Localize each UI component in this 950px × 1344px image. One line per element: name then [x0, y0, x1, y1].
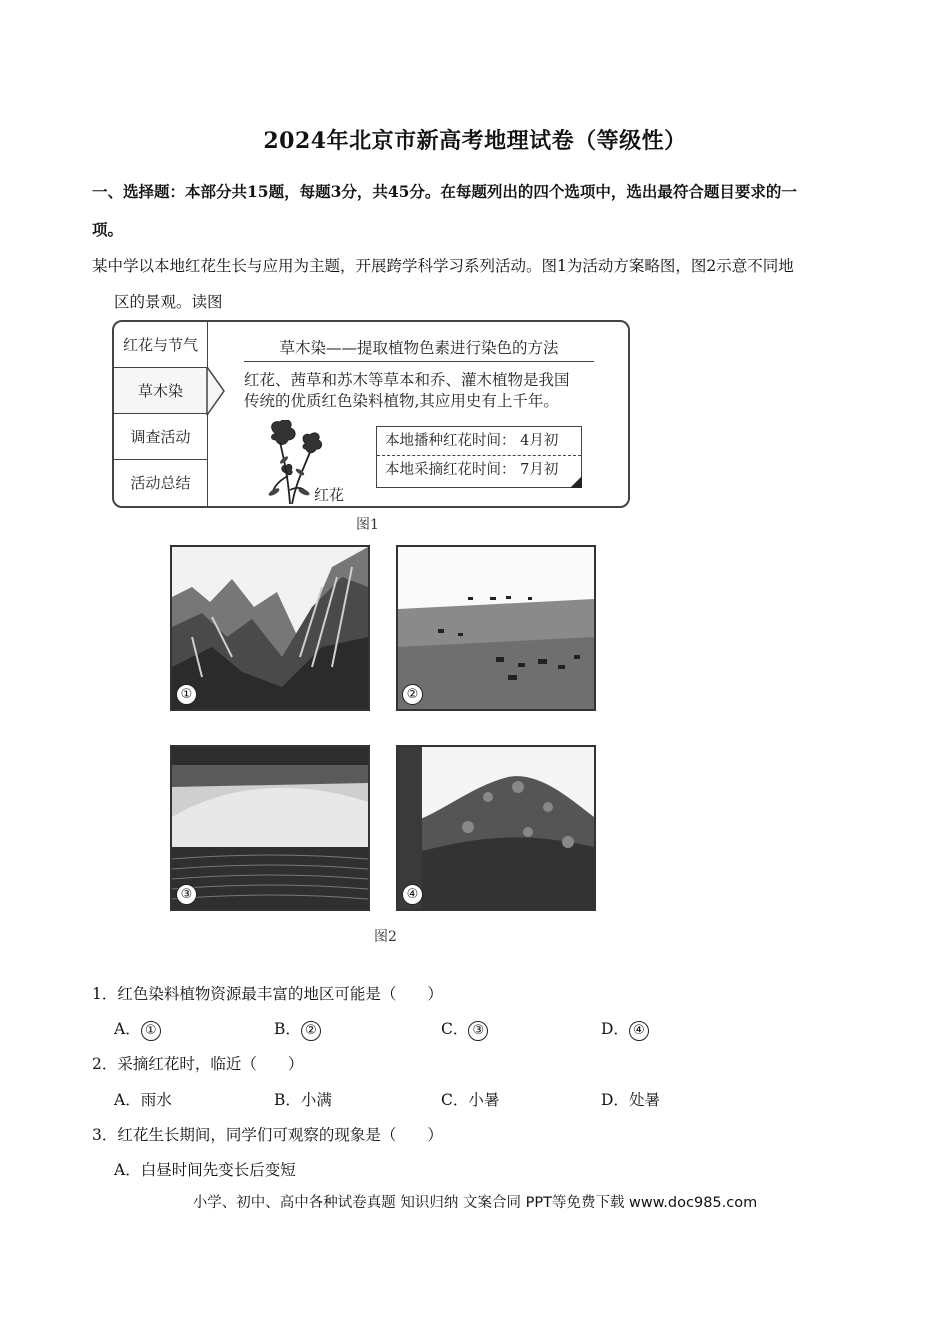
figure-1-body-line2: 传统的优质红色染料植物,其应用史有上千年。	[244, 392, 559, 410]
figure-1-body	[244, 370, 614, 412]
footer-ad: 小学、初中、高中各种试卷真题 知识归纳 文案合同 PPT等免费下载 www.doc985.com	[192, 1195, 758, 1211]
q1-option-a-letter: A．	[114, 1020, 141, 1038]
question-2-stem: 2．采摘红花时，临近（ ）	[92, 1055, 304, 1073]
q1-option-d-letter: D．	[601, 1020, 629, 1038]
q2-option-c-letter: C．	[441, 1091, 469, 1109]
figure-1-body-line1: 红花、茜草和苏木等草本和乔、灌木植物是我国	[244, 371, 570, 389]
photo-3-label: ③	[176, 884, 197, 905]
harvest-time: 本地采摘红花时间： 7月初	[385, 462, 559, 478]
photo-1-label: ①	[176, 684, 197, 705]
question-1-stem: 1．红色染料植物资源最丰富的地区可能是（ ）	[92, 985, 443, 1003]
dates-box	[376, 426, 582, 488]
q1-option-a[interactable]	[114, 1017, 161, 1041]
intro-line1: 某中学以本地红花生长与应用为主题，开展跨学科学习系列活动。图1为活动方案略图，图2示意不同地	[92, 257, 794, 275]
q3-option-a-text: 白昼时间先变长后变短	[140, 1161, 296, 1179]
q2-option-a-text: 雨水	[140, 1091, 172, 1109]
q1-option-c-text: ③	[468, 1021, 488, 1041]
tab-diaocha: 调查活动	[114, 414, 208, 460]
q3-option-a-letter: A．	[114, 1161, 141, 1179]
q2-option-d[interactable]	[601, 1088, 660, 1110]
sow-time: 本地播种红花时间： 4月初	[377, 427, 581, 456]
tab-caomuran: 草木染	[114, 368, 208, 414]
figure-2-caption: 图2	[374, 929, 397, 945]
section-instruction-line1: 一、选择题：本部分共15题，每题3分，共45分。在每题列出的四个选项中，选出最符合题目要求的一	[92, 182, 797, 201]
intro-line2: 区的景观。读图	[114, 293, 223, 311]
photo-4-forest	[396, 745, 596, 911]
q2-option-d-letter: D．	[601, 1091, 629, 1109]
q3-option-a[interactable]	[114, 1158, 296, 1180]
active-tab-arrow	[206, 367, 226, 415]
q1-option-b-text: ②	[301, 1021, 321, 1041]
q2-option-d-text: 处暑	[628, 1091, 660, 1109]
q2-option-c-text: 小暑	[468, 1091, 500, 1109]
q1-option-c[interactable]	[441, 1017, 488, 1041]
q2-option-b-letter: B．	[274, 1091, 301, 1109]
page-title: 2024年北京市新高考地理试卷（等级性）	[263, 128, 687, 154]
q1-option-b-letter: B．	[274, 1020, 301, 1038]
photo-3-desert	[170, 745, 370, 911]
q1-option-c-letter: C．	[441, 1020, 469, 1038]
q2-option-a-letter: A．	[114, 1091, 141, 1109]
tab-zongjie: 活动总结	[114, 460, 208, 506]
photo-2-grassland	[396, 545, 596, 711]
figure-1-caption: 图1	[356, 517, 379, 533]
question-3-stem: 3．红花生长期间，同学们可观察的现象是（ ）	[92, 1126, 443, 1144]
q2-option-a[interactable]	[114, 1088, 172, 1110]
q2-option-c[interactable]	[441, 1088, 499, 1110]
q1-option-d[interactable]	[601, 1017, 649, 1041]
figure-1-heading: 草木染——提取植物色素进行染色的方法	[244, 336, 594, 362]
q2-option-b[interactable]	[274, 1088, 332, 1110]
photo-1-mountains	[170, 545, 370, 711]
flower-label: 红花	[314, 486, 345, 504]
page-fold-icon	[570, 476, 582, 488]
q1-option-b[interactable]	[274, 1017, 321, 1041]
q1-option-a-text: ①	[141, 1021, 161, 1041]
q1-option-d-text: ④	[629, 1021, 649, 1041]
figure-1-activity-plan	[112, 320, 630, 508]
tab-honghua-jieqi: 红花与节气	[114, 322, 208, 368]
photo-4-label: ④	[402, 884, 423, 905]
section-instruction-line2: 项。	[92, 220, 124, 239]
photo-2-label: ②	[402, 684, 423, 705]
q2-option-b-text: 小满	[300, 1091, 332, 1109]
